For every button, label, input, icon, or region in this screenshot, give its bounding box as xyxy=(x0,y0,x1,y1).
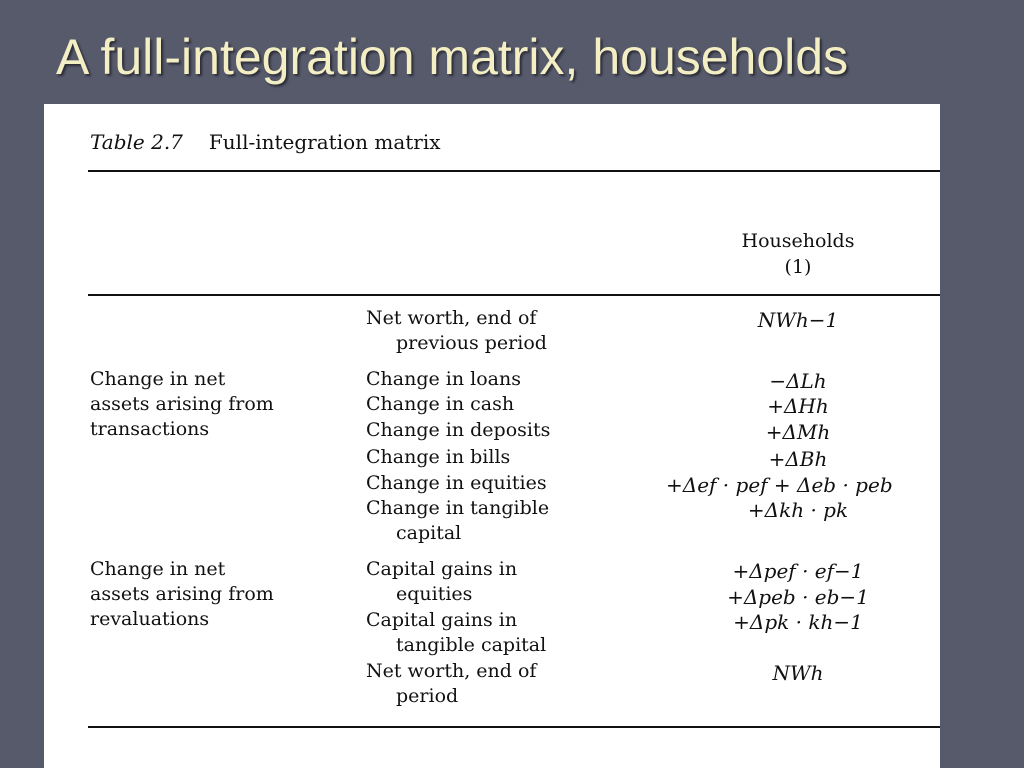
group-label-revaluations: Change in net assets arising from revaluations xyxy=(90,558,274,630)
value-loans: −ΔLh xyxy=(769,369,827,393)
header-rule xyxy=(88,294,940,296)
table-caption xyxy=(90,130,441,154)
row-label-cash: Change in cash xyxy=(366,393,515,415)
value-nw-end: NWh xyxy=(772,661,824,685)
value-deposits: +ΔMh xyxy=(765,420,831,444)
value-gains-equities-1: +Δpef · ef−1 xyxy=(732,559,864,583)
value-equities: +Δef · pef + Δeb · peb xyxy=(666,473,893,497)
row-label-gains-equities: Capital gains in equities xyxy=(366,558,518,605)
table-page xyxy=(44,104,940,768)
group-label-transactions: Change in net assets arising from transactions xyxy=(90,368,274,440)
row-label-gains-tangible: Capital gains in tangible capital xyxy=(366,609,547,656)
slide-title: A full-integration matrix, households xyxy=(56,29,849,85)
table-title: Full-integration matrix xyxy=(208,130,441,154)
column-header-number: (1) xyxy=(784,256,812,278)
row-label-deposits: Change in deposits xyxy=(366,419,551,441)
row-label-equities: Change in equities xyxy=(366,472,547,494)
value-tangible: +Δkh · pk xyxy=(747,498,849,522)
row-label-bills: Change in bills xyxy=(366,446,511,468)
row-label-tangible: Change in tangible capital xyxy=(366,497,550,544)
value-nw-begin: NWh−1 xyxy=(757,308,839,332)
column-header-households xyxy=(674,228,922,280)
value-bills: +ΔBh xyxy=(768,447,828,471)
table-number: Table 2.7 xyxy=(90,130,183,154)
value-gains-equities-2: +Δpeb · eb−1 xyxy=(727,585,869,609)
value-gains-tangible: +Δpk · kh−1 xyxy=(733,610,863,634)
row-label-loans: Change in loans xyxy=(366,368,521,390)
column-header-label: Households xyxy=(741,230,855,252)
top-rule xyxy=(88,170,940,172)
bottom-rule xyxy=(88,726,940,728)
row-label-nw-begin: Net worth, end of previous period xyxy=(366,307,547,354)
row-label-nw-end: Net worth, end of period xyxy=(366,660,537,707)
value-cash: +ΔHh xyxy=(767,394,829,418)
